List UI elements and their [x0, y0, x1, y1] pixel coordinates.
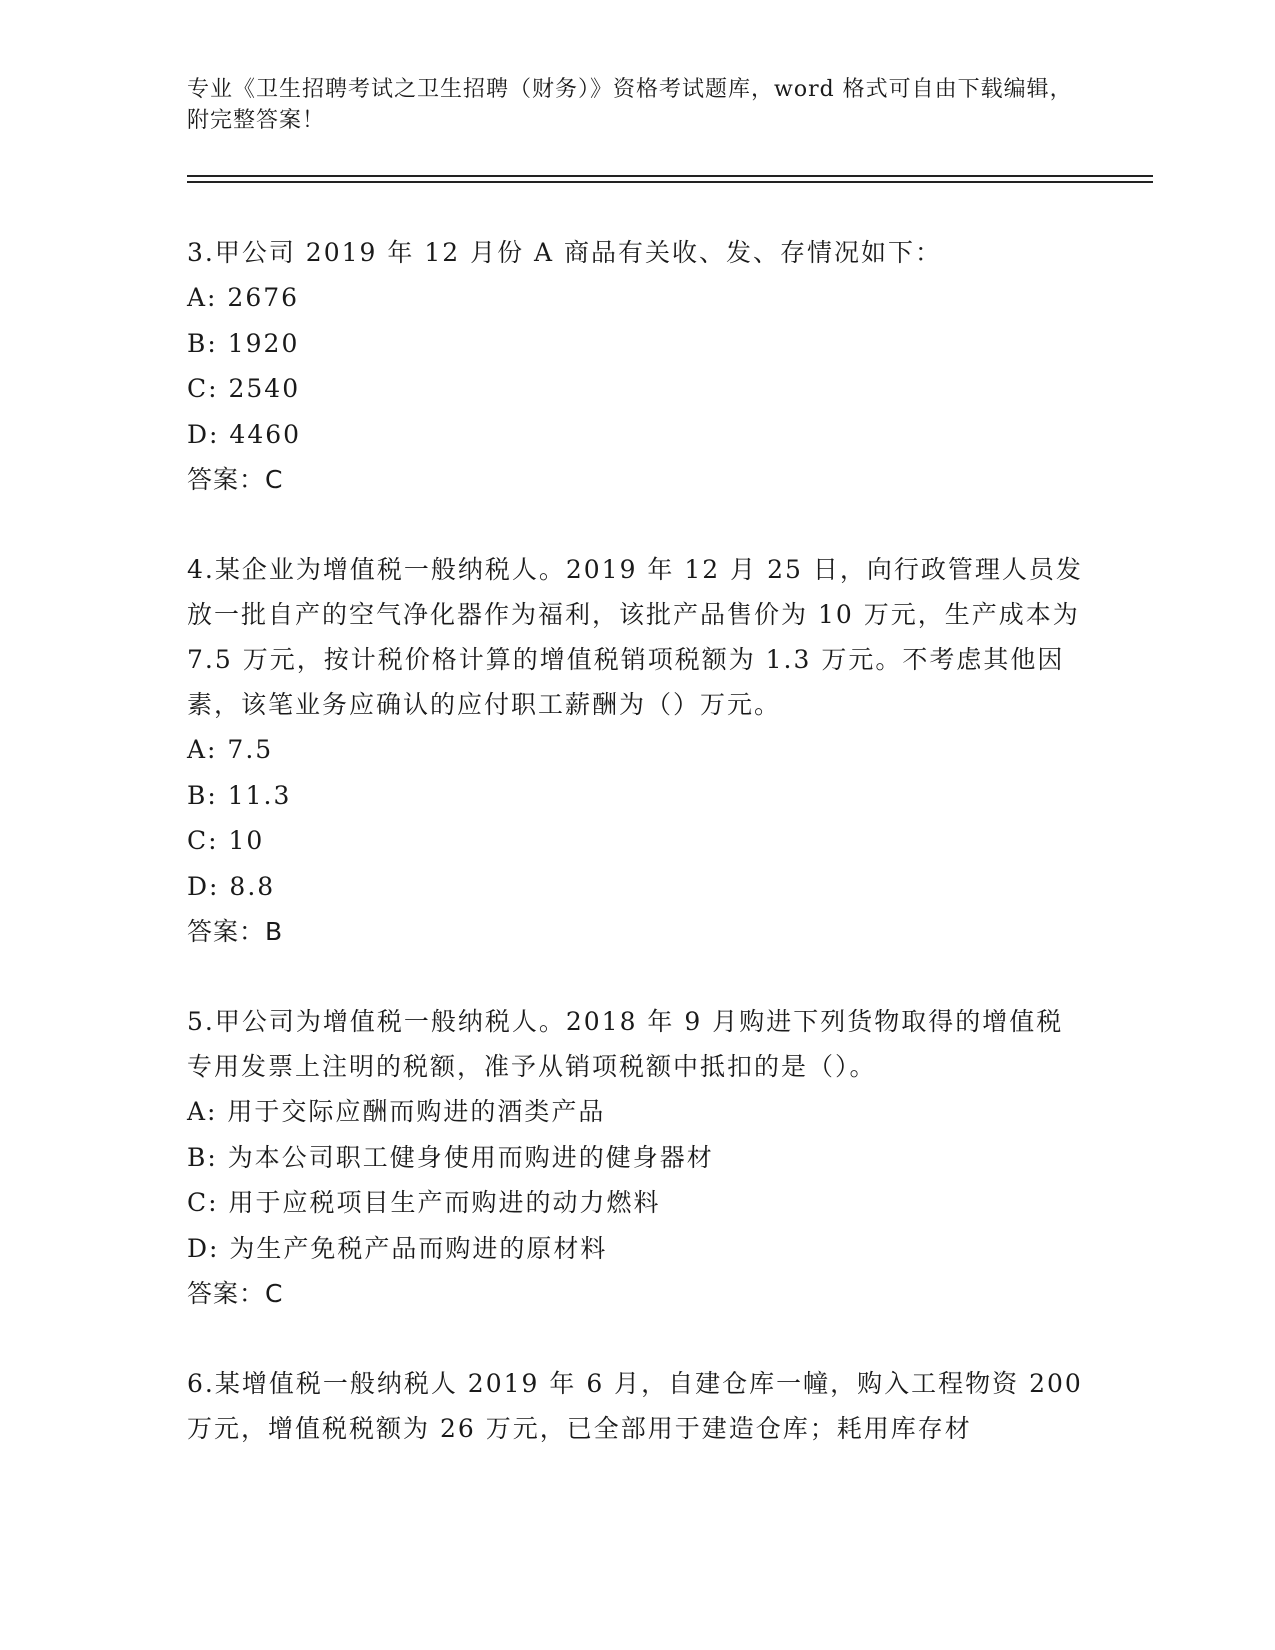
option-c: C: 用于应税项目生产而购进的动力燃料 [187, 1188, 661, 1217]
option-b: B: 1920 [187, 328, 300, 358]
option-d: D: 为生产免税产品而购进的原材料 [187, 1233, 608, 1263]
option-a: A: 用于交际应酬而购进的酒类产品 [187, 1097, 606, 1126]
answer-line: 答案：C [187, 465, 284, 494]
question-6 [187, 1361, 1087, 1451]
question-5 [187, 999, 1087, 1316]
question-3 [187, 230, 1087, 502]
option-b: B: 为本公司职工健身使用而购进的健身器材 [187, 1142, 714, 1172]
question-stem: 6.某增值税一般纳税人 2019 年 6 月，自建仓库一幢，购入工程物资 200 万元，增值税税额为 26 万元，已全部用于建造仓库；耗用库存材 [187, 1369, 1083, 1443]
question-4 [187, 547, 1087, 954]
option-a: A: 2676 [187, 283, 300, 312]
header-divider-top [187, 175, 1153, 177]
question-stem: 5.甲公司为增值税一般纳税人。2018 年 9 月购进下列货物取得的增值税专用发票上注明的税额，准予从销项税额中抵扣的是（）。 [187, 1007, 1064, 1081]
option-a: A: 7.5 [187, 735, 274, 764]
answer-line: 答案：B [187, 917, 284, 946]
answer-line: 答案：C [187, 1279, 284, 1308]
question-spacer [187, 1316, 1087, 1361]
option-c: C: 2540 [187, 374, 301, 403]
option-d: D: 8.8 [187, 871, 276, 901]
document-intro: 专业《卫生招聘考试之卫生招聘（财务）》资格考试题库，word 格式可自由下载编辑，附完整答案！ [187, 77, 1073, 133]
header-divider-bottom [187, 181, 1153, 183]
question-spacer [187, 502, 1087, 547]
question-list [187, 230, 1087, 1451]
question-spacer [187, 954, 1087, 999]
question-stem: 4.某企业为增值税一般纳税人。2019 年 12 月 25 日，向行政管理人员发放一批自产的空气净化器作为福利，该批产品售价为 10 万元，生产成本为 7.5 万元，按计税价格计算的增值税销项税额为 1.3 万元。不考虑其他因素，该笔业务应确认的应付职工薪酬为（）万元。 [187, 555, 1083, 719]
question-stem: 3.甲公司 2019 年 12 月份 A 商品有关收、发、存情况如下： [187, 238, 943, 267]
option-c: C: 10 [187, 826, 265, 855]
option-b: B: 11.3 [187, 780, 292, 810]
option-d: D: 4460 [187, 419, 302, 449]
